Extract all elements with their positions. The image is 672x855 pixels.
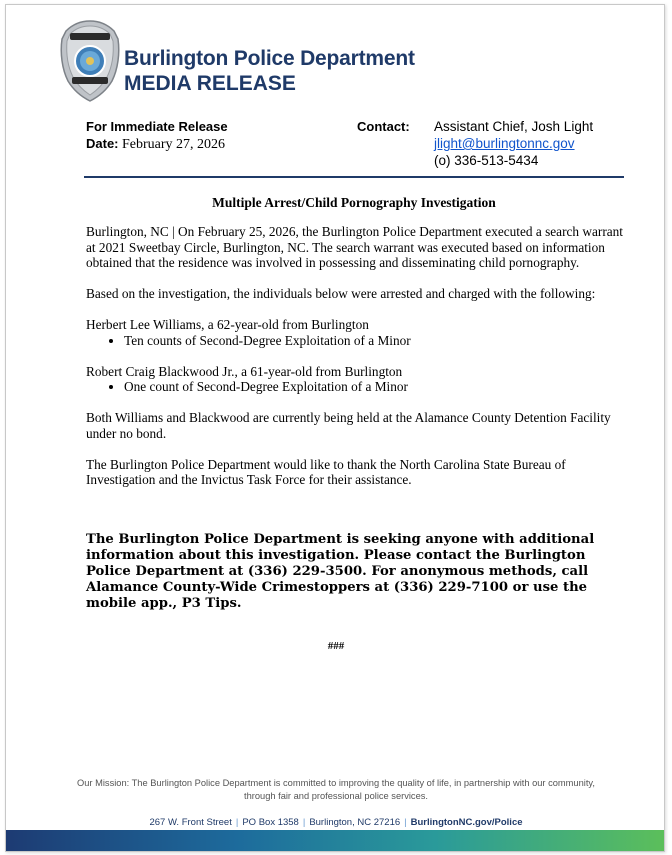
arrestee-2: Robert Craig Blackwood Jr., a 61-year-old from Burlington: [86, 363, 403, 379]
header-divider: [84, 176, 624, 178]
footer-address: 267 W. Front Street | PO Box 1358 | Burlington, NC 27216 | BurlingtonNC.gov/Police: [149, 817, 523, 828]
body-paragraph-1: Burlington, NC | On February 25, 2026, the Burlington Police Department executed a search warrant at 2021 Sweetbay Circle, Burlington, NC. The search warrant was executed based on information obtained that the residence was involved in possessing and disseminating child pornography.: [86, 224, 623, 270]
release-date: [86, 135, 225, 153]
contact-name: Assistant Chief, Josh Light: [434, 119, 594, 134]
footer-gradient-bar: [6, 830, 665, 851]
arrestee-1: Herbert Lee Williams, a 62-year-old from Burlington: [86, 317, 369, 332]
contact-label: Contact:: [357, 119, 410, 134]
footer-city: Burlington, NC 27216: [309, 817, 401, 828]
contact-email-link[interactable]: jlight@burlingtonnc.gov: [434, 136, 575, 151]
release-body: [86, 224, 626, 503]
body-paragraph-4: The Burlington Police Department would like to thank the North Carolina State Bureau of Investigation and the Invictus Task Force for their assistance.: [86, 456, 566, 487]
department-name: Burlington Police Department: [124, 47, 415, 70]
press-release-page: [5, 4, 665, 852]
footer-street: 267 W. Front Street: [149, 817, 232, 828]
arrestee-2-charges: [86, 379, 626, 395]
arrestee-1-charges: [86, 333, 626, 349]
date-label: Date:: [86, 136, 119, 151]
release-subject: Multiple Arrest/Child Pornography Investigation: [212, 195, 496, 210]
release-type: MEDIA RELEASE: [124, 72, 296, 95]
footer-po-box: PO Box 1358: [242, 817, 299, 828]
contact-phone: (o) 336-513-5434: [434, 153, 539, 168]
arrestee-2-charge: • One count of Second-Degree Exploitation of a Minor: [124, 379, 626, 395]
date-value: February 27, 2026: [122, 137, 226, 152]
end-mark: ###: [327, 640, 345, 652]
mission-statement: Our Mission: The Burlington Police Department is committed to improving the quality of life, in partnership with our community, through fair and professional police services.: [77, 778, 595, 801]
public-appeal: The Burlington Police Department is seeking anyone with additional information about this investigation. Please contact the Burlington Police Department at (336) 229-3500. For anonymous methods, call Alamance County-Wide Crimestoppers at (336) 229-7100 or use the mobile app., P3 Tips.: [86, 532, 595, 611]
body-paragraph-2: Based on the investigation, the individuals below were arrested and charged with the following:: [86, 286, 596, 301]
body-paragraph-3: Both Williams and Blackwood are currently being held at the Alamance County Detention Facility under no bond.: [86, 410, 611, 441]
police-badge-logo: [58, 19, 122, 103]
arrestee-1-charge: • Ten counts of Second-Degree Exploitation of a Minor: [124, 333, 626, 349]
immediate-release-label: For Immediate Release: [86, 119, 228, 134]
footer-website-link[interactable]: BurlingtonNC.gov/Police: [410, 817, 523, 828]
